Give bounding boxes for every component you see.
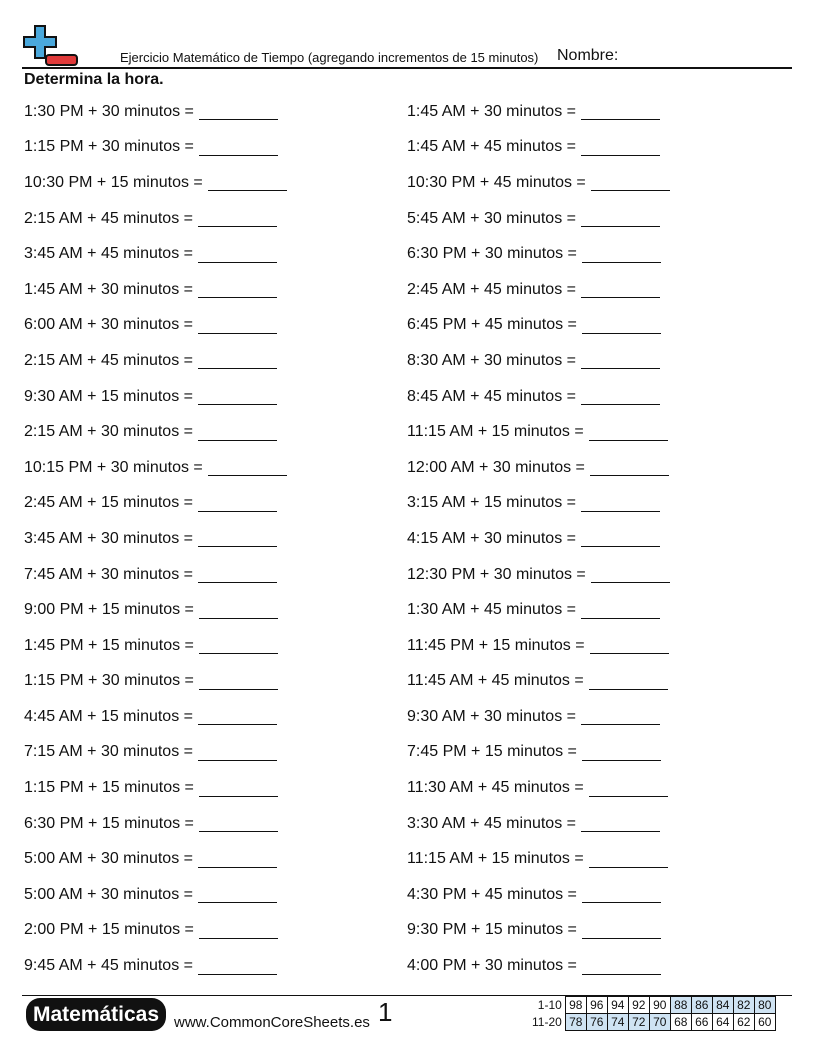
problem-text: 2:45 AM + 45 minutos = — [407, 280, 576, 298]
problem-text: 7:15 AM + 30 minutos = — [24, 743, 193, 761]
answer-blank[interactable] — [589, 424, 668, 441]
problem-text: 5:45 AM + 30 minutos = — [407, 209, 576, 227]
problem-text: 11:15 AM + 15 minutos = — [407, 423, 584, 441]
answer-blank[interactable] — [198, 210, 277, 227]
answer-blank[interactable] — [582, 317, 661, 334]
page-number: 1 — [378, 997, 393, 1027]
problem-text: 3:30 AM + 45 minutos = — [407, 814, 576, 832]
answer-blank[interactable] — [591, 566, 670, 583]
score-cell: 78 — [565, 1014, 586, 1031]
score-cell: 68 — [670, 1014, 691, 1031]
score-cell: 64 — [712, 1014, 733, 1031]
score-cell: 94 — [607, 997, 628, 1014]
problem-row — [407, 735, 670, 771]
problem-text: 9:00 PM + 15 minutos = — [24, 601, 194, 619]
problem-row — [24, 236, 287, 272]
problem-text: 2:00 PM + 15 minutos = — [24, 921, 194, 939]
problem-text: 3:45 AM + 45 minutos = — [24, 245, 193, 263]
problem-row — [24, 414, 287, 450]
answer-blank[interactable] — [582, 744, 661, 761]
score-cell: 86 — [691, 997, 712, 1014]
problem-text: 2:45 AM + 15 minutos = — [24, 494, 193, 512]
answer-blank[interactable] — [581, 388, 660, 405]
problem-row — [407, 450, 670, 486]
score-cell: 70 — [649, 1014, 670, 1031]
score-cell: 60 — [754, 1014, 775, 1031]
answer-blank[interactable] — [199, 815, 278, 832]
problem-text: 6:30 PM + 30 minutos = — [407, 245, 577, 263]
problem-row — [407, 201, 670, 237]
worksheet-title: Ejercicio Matemático de Tiempo (agregando incrementos de 15 minutos) — [120, 50, 539, 65]
problem-row — [24, 592, 287, 628]
answer-blank[interactable] — [199, 637, 278, 654]
problem-row — [24, 877, 287, 913]
answer-blank[interactable] — [198, 246, 277, 263]
problems-left-column — [24, 94, 287, 984]
instructions: Determina la hora. — [24, 71, 164, 88]
problem-text: 11:30 AM + 45 minutos = — [407, 779, 584, 797]
score-cell: 88 — [670, 997, 691, 1014]
problem-row — [407, 628, 670, 664]
answer-blank[interactable] — [581, 495, 660, 512]
problem-row — [407, 841, 670, 877]
problem-text: 7:45 AM + 30 minutos = — [24, 565, 193, 583]
problem-text: 1:30 AM + 45 minutos = — [407, 601, 576, 619]
answer-blank[interactable] — [591, 174, 670, 191]
score-cell: 96 — [586, 997, 607, 1014]
answer-blank[interactable] — [198, 317, 277, 334]
problem-text: 1:15 PM + 30 minutos = — [24, 138, 194, 156]
problem-text: 2:15 AM + 45 minutos = — [24, 351, 193, 369]
problem-text: 6:30 PM + 15 minutos = — [24, 814, 194, 832]
answer-blank[interactable] — [198, 495, 277, 512]
problem-row — [24, 379, 287, 415]
problem-text: 1:45 AM + 30 minutos = — [24, 280, 193, 298]
problem-text: 8:45 AM + 45 minutos = — [407, 387, 576, 405]
problem-row — [24, 201, 287, 237]
problem-row — [407, 379, 670, 415]
problem-row — [24, 948, 287, 984]
answer-blank[interactable] — [581, 815, 660, 832]
problem-text: 9:45 AM + 45 minutos = — [24, 957, 193, 975]
problem-text: 4:00 PM + 30 minutos = — [407, 957, 577, 975]
problem-text: 12:30 PM + 30 minutos = — [407, 565, 586, 583]
problem-text: 1:45 AM + 45 minutos = — [407, 138, 576, 156]
problem-row — [407, 486, 670, 522]
problem-row — [407, 521, 670, 557]
score-row — [530, 1014, 775, 1031]
answer-blank[interactable] — [198, 958, 277, 975]
problem-row — [24, 272, 287, 308]
site-url: www.CommonCoreSheets.es — [174, 1014, 370, 1031]
score-cell: 90 — [649, 997, 670, 1014]
answer-blank[interactable] — [208, 459, 287, 476]
answer-blank[interactable] — [198, 708, 277, 725]
problem-row — [407, 308, 670, 344]
score-cell: 82 — [733, 997, 754, 1014]
problem-text: 10:30 PM + 45 minutos = — [407, 173, 586, 191]
answer-blank[interactable] — [199, 602, 278, 619]
problem-text: 1:45 PM + 15 minutos = — [24, 636, 194, 654]
problem-row — [24, 130, 287, 166]
score-range-label: 11-20 — [532, 1015, 562, 1029]
problem-text: 6:45 PM + 45 minutos = — [407, 316, 577, 334]
answer-blank[interactable] — [581, 352, 660, 369]
score-cell: 84 — [712, 997, 733, 1014]
answer-blank[interactable] — [198, 352, 277, 369]
problem-row — [24, 343, 287, 379]
problem-text: 4:45 AM + 15 minutos = — [24, 707, 193, 725]
score-cell: 62 — [733, 1014, 754, 1031]
problem-text: 9:30 PM + 15 minutos = — [407, 921, 577, 939]
answer-blank[interactable] — [590, 637, 669, 654]
problem-row — [407, 592, 670, 628]
answer-blank[interactable] — [581, 708, 660, 725]
score-range-label: 1-10 — [537, 998, 562, 1012]
answer-blank[interactable] — [582, 886, 661, 903]
answer-blank[interactable] — [582, 246, 661, 263]
problem-row — [24, 165, 287, 201]
problem-row — [407, 272, 670, 308]
answer-blank[interactable] — [581, 103, 660, 120]
answer-blank[interactable] — [581, 210, 660, 227]
answer-blank[interactable] — [199, 673, 278, 690]
problem-row — [24, 913, 287, 949]
problem-row — [24, 521, 287, 557]
answer-blank[interactable] — [198, 388, 277, 405]
problem-text: 11:45 AM + 45 minutos = — [407, 672, 584, 690]
problem-row — [407, 948, 670, 984]
answer-blank[interactable] — [208, 174, 287, 191]
problem-row — [24, 841, 287, 877]
problem-row — [407, 130, 670, 166]
problem-row — [24, 628, 287, 664]
answer-blank[interactable] — [198, 886, 277, 903]
answer-blank[interactable] — [199, 139, 278, 156]
problem-text: 2:15 AM + 30 minutos = — [24, 423, 193, 441]
score-cell: 80 — [754, 997, 775, 1014]
problem-row — [407, 557, 670, 593]
problem-row — [407, 699, 670, 735]
answer-blank[interactable] — [199, 103, 278, 120]
answer-blank[interactable] — [589, 851, 668, 868]
score-cell: 74 — [607, 1014, 628, 1031]
problem-row — [407, 877, 670, 913]
answer-blank[interactable] — [581, 281, 660, 298]
problem-text: 3:15 AM + 15 minutos = — [407, 494, 576, 512]
answer-blank[interactable] — [582, 958, 661, 975]
answer-blank[interactable] — [199, 780, 278, 797]
problems-right-column — [407, 94, 670, 984]
problem-row — [407, 236, 670, 272]
problem-text: 8:30 AM + 30 minutos = — [407, 351, 576, 369]
answer-blank[interactable] — [590, 459, 669, 476]
score-cell: 72 — [628, 1014, 649, 1031]
problem-text: 7:45 PM + 15 minutos = — [407, 743, 577, 761]
problem-row — [407, 414, 670, 450]
problem-row — [407, 913, 670, 949]
answer-blank[interactable] — [198, 424, 277, 441]
score-row — [530, 997, 775, 1014]
problem-text: 11:15 AM + 15 minutos = — [407, 850, 584, 868]
problem-text: 5:00 AM + 30 minutos = — [24, 850, 193, 868]
problem-row — [407, 343, 670, 379]
problem-text: 2:15 AM + 45 minutos = — [24, 209, 193, 227]
brand-badge: Matemáticas — [26, 998, 166, 1031]
problem-row — [24, 699, 287, 735]
problem-text: 9:30 AM + 30 minutos = — [407, 707, 576, 725]
problem-text: 4:30 PM + 45 minutos = — [407, 885, 577, 903]
header-divider — [22, 67, 792, 69]
problem-row — [24, 308, 287, 344]
problem-row — [24, 770, 287, 806]
problem-text: 12:00 AM + 30 minutos = — [407, 458, 585, 476]
problem-row — [24, 664, 287, 700]
answer-blank[interactable] — [198, 530, 277, 547]
answer-blank[interactable] — [589, 780, 668, 797]
answer-blank[interactable] — [198, 851, 277, 868]
problem-row — [407, 94, 670, 130]
problem-text: 1:15 PM + 15 minutos = — [24, 779, 194, 797]
problem-row — [24, 450, 287, 486]
answer-blank[interactable] — [198, 744, 277, 761]
score-table — [530, 996, 776, 1031]
problem-row — [24, 557, 287, 593]
problem-text: 1:45 AM + 30 minutos = — [407, 102, 576, 120]
score-cell: 76 — [586, 1014, 607, 1031]
problem-text: 1:15 PM + 30 minutos = — [24, 672, 194, 690]
answer-blank[interactable] — [199, 922, 278, 939]
plus-minus-logo-icon — [22, 24, 80, 68]
problem-text: 5:00 AM + 30 minutos = — [24, 885, 193, 903]
problem-row — [24, 94, 287, 130]
problem-text: 10:15 PM + 30 minutos = — [24, 458, 203, 476]
problem-text: 6:00 AM + 30 minutos = — [24, 316, 193, 334]
problem-text: 11:45 PM + 15 minutos = — [407, 636, 585, 654]
problem-text: 1:30 PM + 30 minutos = — [24, 102, 194, 120]
problem-row — [24, 806, 287, 842]
answer-blank[interactable] — [198, 566, 277, 583]
name-label: Nombre: — [557, 47, 619, 64]
score-cell: 66 — [691, 1014, 712, 1031]
problem-row — [407, 664, 670, 700]
problem-text: 10:30 PM + 15 minutos = — [24, 173, 203, 191]
problem-text: 9:30 AM + 15 minutos = — [24, 387, 193, 405]
score-cell: 98 — [565, 997, 586, 1014]
problem-text: 3:45 AM + 30 minutos = — [24, 529, 193, 547]
problem-row — [24, 735, 287, 771]
answer-blank[interactable] — [581, 139, 660, 156]
answer-blank[interactable] — [581, 530, 660, 547]
answer-blank[interactable] — [581, 602, 660, 619]
problem-row — [407, 770, 670, 806]
answer-blank[interactable] — [582, 922, 661, 939]
problem-row — [407, 806, 670, 842]
problem-text: 4:15 AM + 30 minutos = — [407, 529, 576, 547]
answer-blank[interactable] — [589, 673, 668, 690]
problem-row — [407, 165, 670, 201]
problem-row — [24, 486, 287, 522]
score-cell: 92 — [628, 997, 649, 1014]
answer-blank[interactable] — [198, 281, 277, 298]
